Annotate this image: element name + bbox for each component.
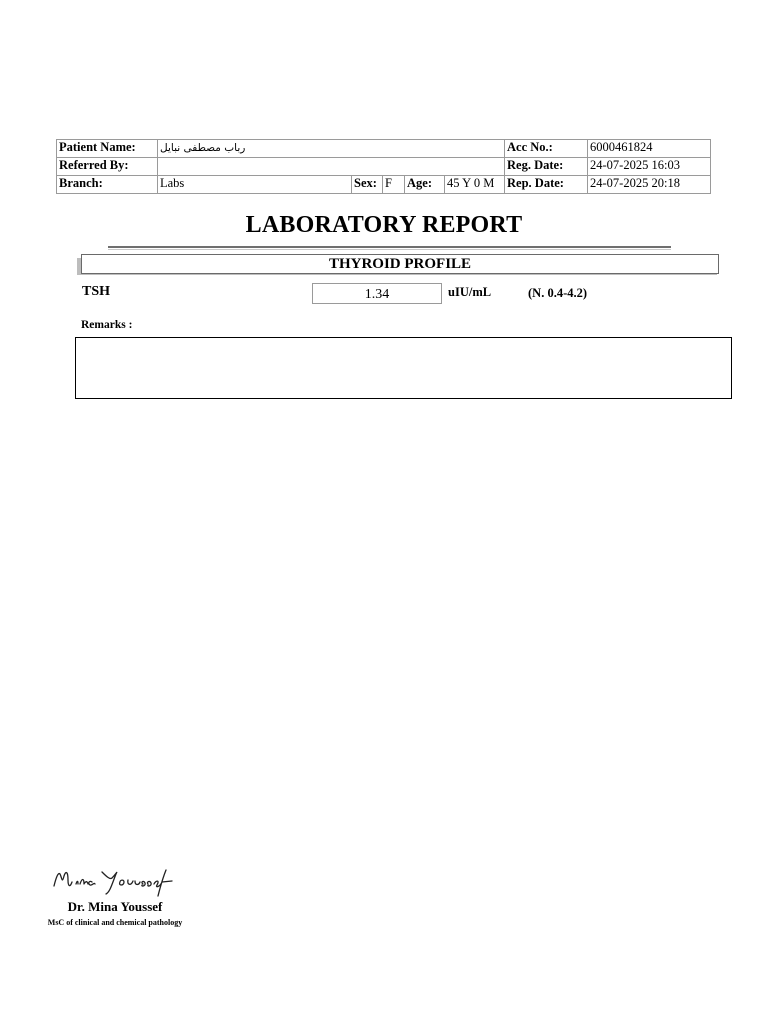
test-reference-range: (N. 0.4-4.2) (528, 286, 588, 300)
patient-name-label: Patient Name: (57, 140, 158, 158)
patient-name-value: رباب مصطفى نبايل (160, 142, 246, 154)
acc-no-value: 6000461824 (588, 140, 711, 158)
doctor-name: Dr. Mina Youssef (67, 899, 163, 914)
doctor-signature (40, 862, 190, 902)
branch-value: Labs (158, 176, 352, 194)
age-label: Age: (405, 176, 445, 194)
title-divider (108, 246, 671, 248)
referred-by-label: Referred By: (57, 158, 158, 176)
rep-date-value: 24-07-2025 20:18 (588, 176, 711, 194)
section-header: THYROID PROFILE (81, 254, 719, 274)
referred-by-value (158, 158, 505, 176)
report-title: LABORATORY REPORT (245, 212, 523, 238)
reg-date-label: Reg. Date: (505, 158, 588, 176)
doctor-qualification: MsC of clinical and chemical pathology (47, 918, 183, 927)
branch-label: Branch: (57, 176, 158, 194)
test-unit: uIU/mL (448, 285, 492, 299)
sex-value: F (383, 176, 405, 194)
patient-name-cell (158, 140, 505, 158)
remarks-label: Remarks : (81, 319, 133, 331)
patient-row-branch (57, 176, 711, 194)
patient-row-referred (57, 158, 711, 176)
rep-date-label: Rep. Date: (505, 176, 588, 194)
age-value: 45 Y 0 M (445, 176, 505, 194)
remarks-box (75, 337, 732, 399)
reg-date-value: 24-07-2025 16:03 (588, 158, 711, 176)
acc-no-label: Acc No.: (505, 140, 588, 158)
title-divider-shadow (108, 249, 671, 250)
test-result-value: 1.34 (312, 283, 442, 304)
sex-label: Sex: (352, 176, 383, 194)
patient-row-name (57, 140, 711, 158)
test-name: TSH (82, 284, 111, 299)
patient-info-table (56, 139, 711, 194)
